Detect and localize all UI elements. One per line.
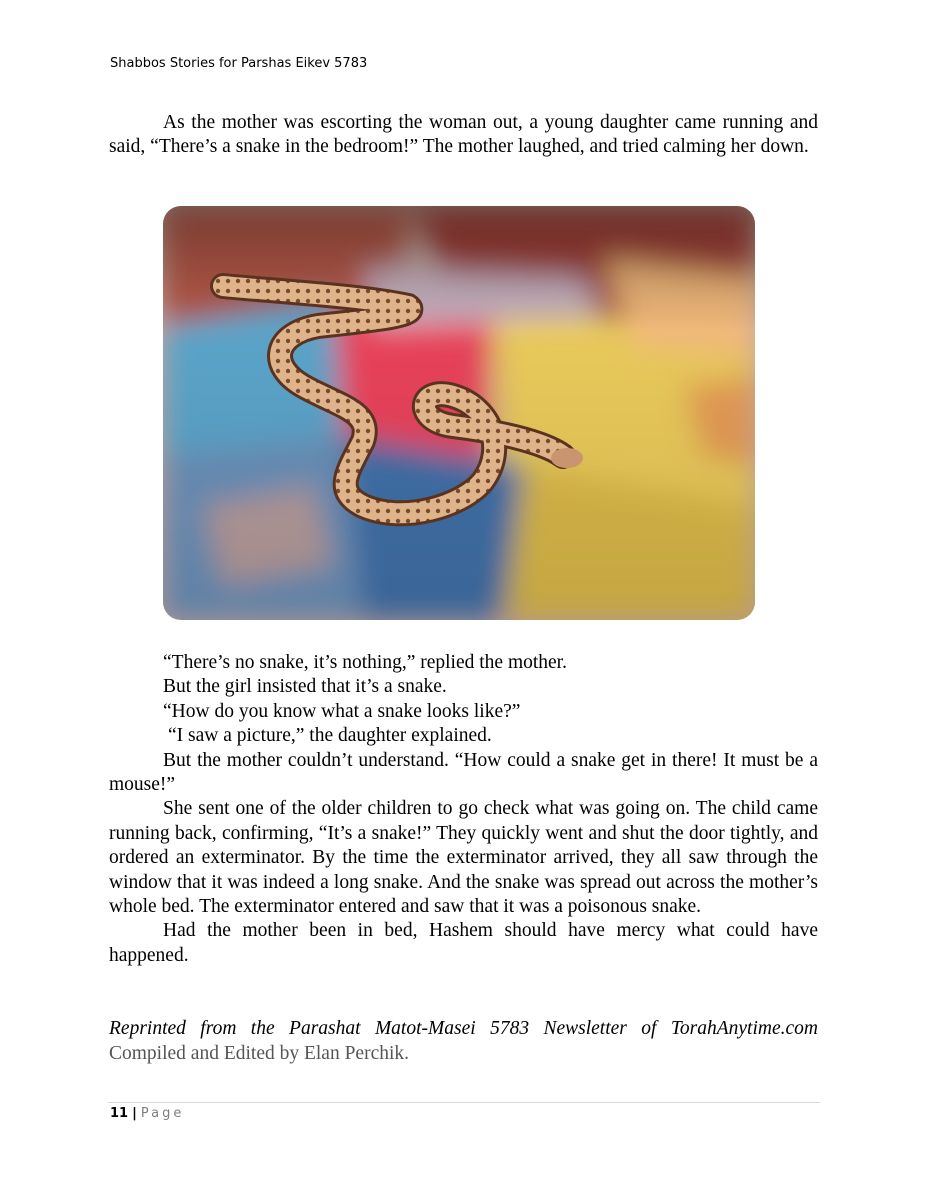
dialogue-line: She sent one of the older children to go check what was going on. The child came running back, confirming, “It’s a snake!” They quickly went and shut the door tightly, and ordered an exterminator. By the time the exterminator arrived, they all saw through the window that it was indeed a long snake. And the snake was spread out across the mother’s whole bed. The exterminator entered and saw that it was a poisonous snake. [109,798,818,918]
dialogue-line: “I saw a picture,” the daughter explained. [168,725,492,747]
page-number: 11 [110,1106,129,1121]
intro-paragraph: As the mother was escorting the woman out, a young daughter came running and said, “There’s a snake in the bedroom!” The mother laughed, and tried calming her down. [109,112,818,158]
dialogue-line: “How do you know what a snake looks like?” [163,700,521,722]
compiled-note: Compiled and Edited by Elan Perchik. [109,1043,410,1064]
dialogue-line: But the mother couldn’t understand. “How could a snake get in there! It must be a mouse!” [109,749,818,796]
dialogue-section [109,651,818,968]
footer-separator: | [132,1106,137,1121]
page-label: Page [140,1106,185,1121]
reprint-note: Reprinted from the Parashat Matot-Masei 5783 Newsletter of TorahAnytime.com [109,1018,818,1039]
dialogue-line: Had the mother been in bed, Hashem should have mercy what could have happened. [109,920,818,966]
dialogue-line: But the girl insisted that it’s a snake. [163,676,447,698]
footer-divider [108,1102,820,1103]
page-footer [110,1106,184,1121]
snake-photo [163,206,755,620]
dialogue-line: “There’s no snake, it’s nothing,” replied the mother. [163,652,567,673]
running-header: Shabbos Stories for Parshas Eikev 5783 [110,56,368,71]
intro-section [109,111,818,160]
credits [109,1016,818,1066]
